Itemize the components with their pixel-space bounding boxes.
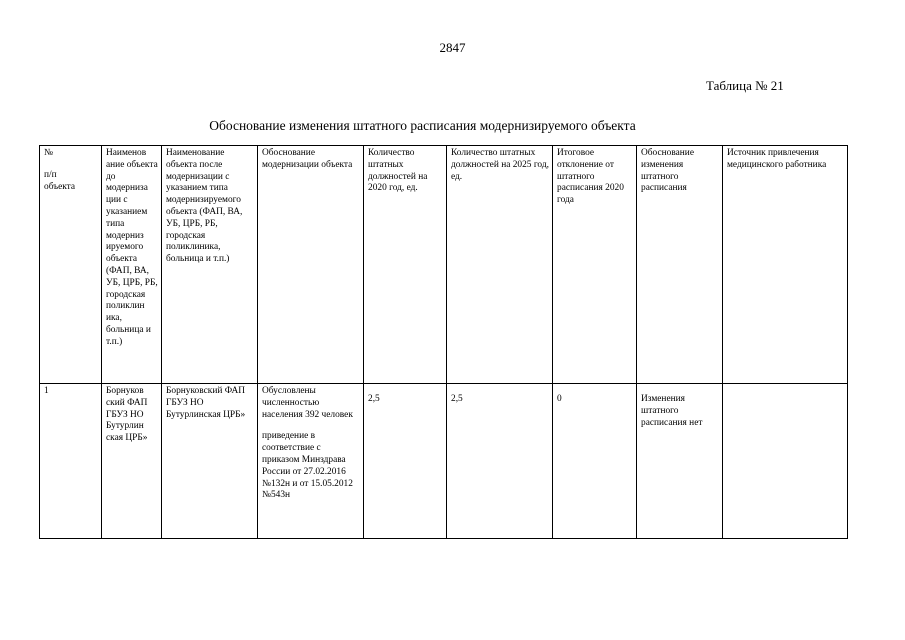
table-row xyxy=(40,384,848,539)
header-number-object: объекта xyxy=(44,181,76,192)
row-source xyxy=(723,384,848,539)
row-deviation xyxy=(553,384,637,539)
table-label: Таблица № 21 xyxy=(706,78,784,93)
header-change-reason: Обоснование изменения штатного расписания xyxy=(637,146,723,384)
row-justification-order: приведение в соответствие с приказом Минздрава России от 27.02.2016 №132н и от 15.05.2012 №543н xyxy=(262,431,353,501)
header-name-after: Наименование объекта после модернизации с указанием типа модернизируемого объекта (ФАП, ВА, УБ, ЦРБ, РБ, городская поликлиника, больница и т.п.) xyxy=(162,146,258,384)
document-title: Обоснование изменения штатного расписания модернизируемого объекта xyxy=(209,118,636,133)
header-count-2020: Количество штатных должностей на 2020 год, ед. xyxy=(364,146,447,384)
row-count-2025-value: 2,5 xyxy=(451,394,463,404)
header-justification: Обоснование модернизации объекта xyxy=(258,146,364,384)
row-count-2020 xyxy=(364,384,447,539)
row-change-reason xyxy=(637,384,723,539)
row-number: 1 xyxy=(40,384,102,539)
row-justification-population: Обусловлены численностью населения 392 человек xyxy=(262,386,353,420)
row-name-before: Борнуков ский ФАП ГБУЗ НО Бутурлин ская ЦРБ» xyxy=(102,384,162,539)
staff-schedule-table xyxy=(39,145,848,539)
row-count-2025 xyxy=(447,384,553,539)
header-source: Источник привлечения медицинского работника xyxy=(723,146,848,384)
row-count-2020-value: 2,5 xyxy=(368,394,380,404)
header-number-symbol: № xyxy=(44,148,53,158)
header-number xyxy=(40,146,102,384)
row-change-reason-value: Изменения штатного расписания нет xyxy=(641,394,703,428)
header-deviation: Итоговое отклонение от штатного расписания 2020 года xyxy=(553,146,637,384)
table-header-row xyxy=(40,146,848,384)
header-number-pp: п/п xyxy=(44,169,57,180)
row-deviation-value: 0 xyxy=(557,394,562,404)
header-count-2025: Количество штатных должностей на 2025 год, ед. xyxy=(447,146,553,384)
header-name-before: Наименов ание объекта до модерниза ции с указанием типа модерниз ируемого объекта (ФАП, ВА, УБ, ЦРБ, РБ, городская поликлин ика, больница и т.п.) xyxy=(102,146,162,384)
row-name-after: Борнуковский ФАП ГБУЗ НО Бутурлинская ЦРБ» xyxy=(162,384,258,539)
row-justification xyxy=(258,384,364,539)
page-number: 2847 xyxy=(439,40,466,55)
